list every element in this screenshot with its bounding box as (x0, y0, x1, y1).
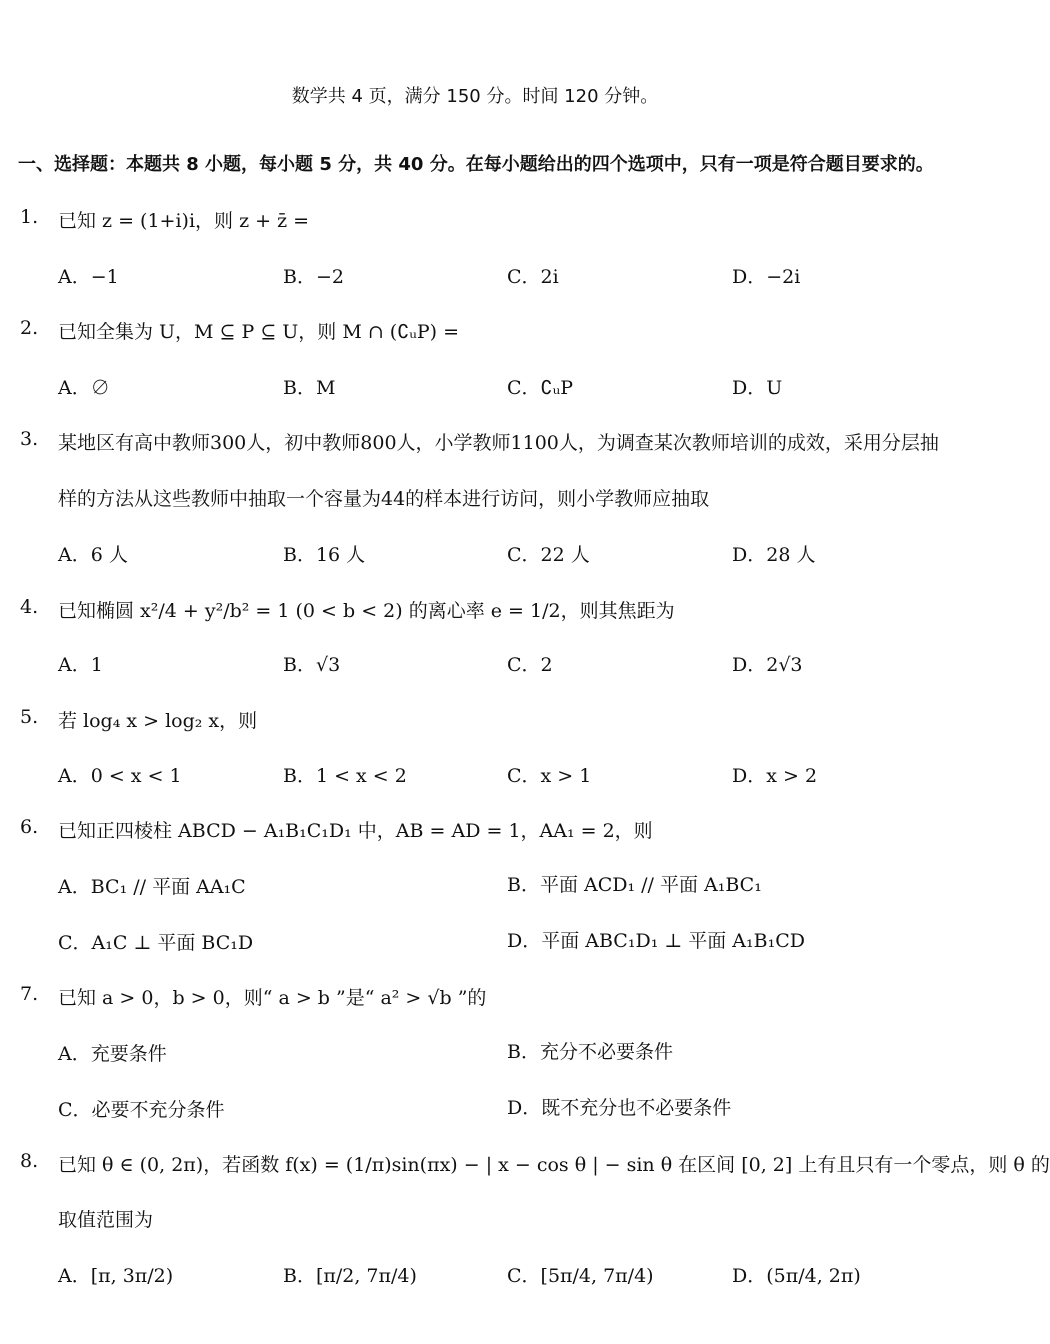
option-c: C．x > 1 (507, 765, 592, 787)
option-c: C．[5π/4, 7π/4) (507, 1265, 654, 1287)
question-text: 已知 a > 0，b > 0，则“ a > b ”是“ a² > √b ”的 (58, 987, 487, 1009)
question-text: 已知全集为 U，M ⊆ P ⊆ U，则 M ∩ (∁ᵤP) = (58, 321, 460, 343)
question-number: 4. (20, 596, 39, 618)
question-number: 3. (20, 428, 39, 450)
option-b: B．[π/2, 7π/4) (283, 1265, 417, 1287)
option-a: A．1 (58, 654, 103, 676)
option-d: D．U (732, 377, 783, 399)
option-b: B．M (283, 377, 336, 399)
question-number: 2. (20, 317, 39, 339)
option-a: A．0 < x < 1 (58, 765, 182, 787)
option-c: C．2i (507, 266, 559, 288)
question-text-continued: 样的方法从这些教师中抽取一个容量为44的样本进行访问，则小学教师应抽取 (58, 488, 710, 510)
option-b: B．平面 ACD₁ // 平面 A₁BC₁ (507, 874, 762, 896)
option-d: D．28 人 (732, 544, 816, 566)
option-d: D．−2i (732, 266, 801, 288)
question-text: 某地区有高中教师300人，初中教师800人，小学教师1100人，为调查某次教师培训的成效，采用分层抽 (58, 432, 939, 454)
option-b: B．1 < x < 2 (283, 765, 407, 787)
option-c: C．22 人 (507, 544, 590, 566)
question-number: 1. (20, 206, 39, 228)
option-d: D．2√3 (732, 654, 803, 676)
option-c: C．2 (507, 654, 553, 676)
option-c: C．必要不充分条件 (58, 1099, 225, 1121)
option-d: D．(5π/4, 2π) (732, 1265, 861, 1287)
option-a: A．BC₁ // 平面 AA₁C (58, 876, 246, 898)
question-text: 已知 θ ∈ (0, 2π)，若函数 f(x) = (1/π)sin(πx) − | x − cos θ | − sin θ 在区间 [0, 2] 上有且只有一个零点，则 θ 的 (58, 1154, 1050, 1176)
option-a: A．6 人 (58, 544, 128, 566)
section-title: 一、选择题：本题共 8 小题，每小题 5 分，共 40 分。在每小题给出的四个选项中，只有一项是符合题目要求的。 (18, 154, 934, 175)
option-a: A．充要条件 (58, 1043, 167, 1065)
option-a: A．[π, 3π/2) (58, 1265, 174, 1287)
question-number: 8. (20, 1150, 39, 1172)
option-b: B．√3 (283, 654, 341, 676)
option-d: D．平面 ABC₁D₁ ⊥ 平面 A₁B₁CD (507, 930, 805, 952)
option-c: C．A₁C ⊥ 平面 BC₁D (58, 932, 254, 954)
option-a: A．−1 (58, 266, 119, 288)
question-number: 7. (20, 983, 39, 1005)
option-a: A．∅ (58, 377, 110, 399)
question-number: 6. (20, 816, 39, 838)
page-header: 数学共 4 页，满分 150 分。时间 120 分钟。 (291, 86, 659, 107)
question-text-continued: 取值范围为 (58, 1209, 154, 1231)
option-b: B．16 人 (283, 544, 366, 566)
option-c: C．∁ᵤP (507, 377, 573, 399)
question-text: 若 log₄ x > log₂ x，则 (58, 710, 258, 732)
option-b: B．−2 (283, 266, 344, 288)
question-text: 已知椭圆 x²/4 + y²/b² = 1 (0 < b < 2) 的离心率 e = 1/2，则其焦距为 (58, 600, 675, 622)
question-text: 已知正四棱柱 ABCD − A₁B₁C₁D₁ 中，AB = AD = 1，AA₁ = 2，则 (58, 820, 653, 842)
option-d: D．既不充分也不必要条件 (507, 1097, 732, 1119)
option-d: D．x > 2 (732, 765, 818, 787)
option-b: B．充分不必要条件 (507, 1041, 673, 1063)
question-number: 5. (20, 706, 39, 728)
question-text: 已知 z = (1+i)i，则 z + z̄ = (58, 210, 310, 232)
